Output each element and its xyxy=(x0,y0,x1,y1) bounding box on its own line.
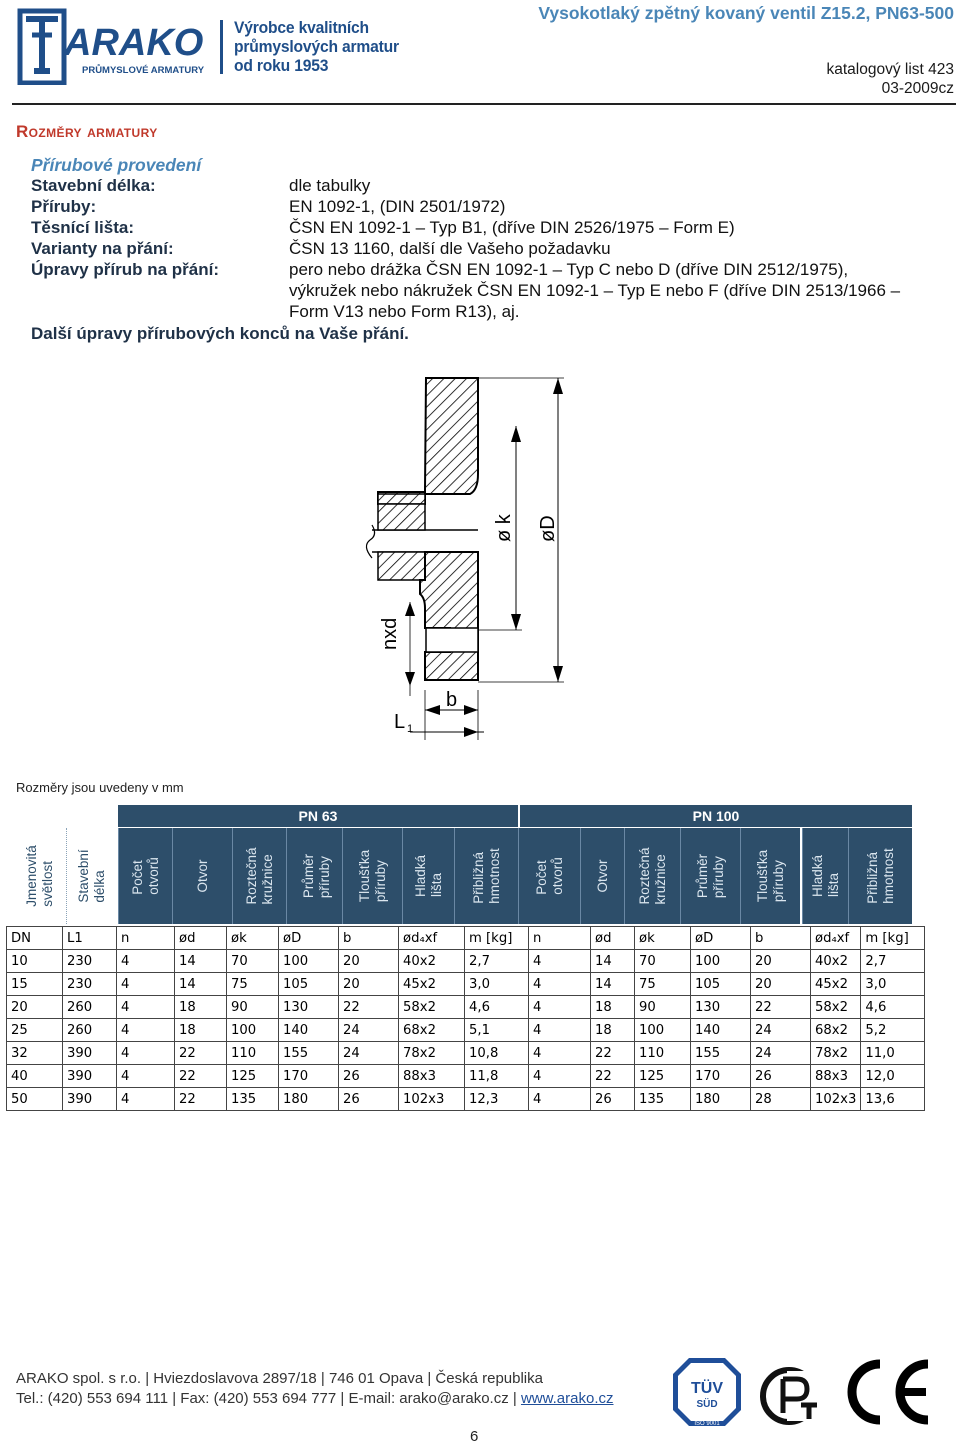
table-cell: 24 xyxy=(339,1019,399,1042)
left-headers xyxy=(14,828,118,924)
table-cell: 24 xyxy=(339,1042,399,1065)
column-header-text: Přibližná hmotnost xyxy=(864,848,896,904)
table-cell: 4 xyxy=(117,1019,175,1042)
table-cell: 2,7 xyxy=(465,950,529,973)
spec-label-flanges: Příruby: xyxy=(31,197,97,216)
table-cell: 11,0 xyxy=(861,1042,925,1065)
table-cell: 75 xyxy=(635,973,691,996)
table-cell: øD xyxy=(279,927,339,950)
table-cell: 4 xyxy=(117,950,175,973)
column-header-pn63-4 xyxy=(342,828,402,924)
table-cell: 40x2 xyxy=(399,950,465,973)
dimensions-table xyxy=(6,926,925,1111)
column-header-pn100-1 xyxy=(580,828,624,924)
table-cell: 18 xyxy=(175,1019,227,1042)
column-header-pn100-6 xyxy=(848,828,912,924)
spec-label-sealing: Těsnící lišta: xyxy=(31,218,134,237)
column-header-text: Přibližná hmotnost xyxy=(470,848,502,904)
tuv-certification-logo xyxy=(671,1356,743,1428)
column-header-text: Hladká lišta xyxy=(809,854,841,898)
table-cell: 70 xyxy=(635,950,691,973)
dim-label-L1: L xyxy=(394,711,406,733)
footer-contacts xyxy=(16,1390,614,1407)
table-cell: 390 xyxy=(63,1042,117,1065)
table-cell: 28 xyxy=(751,1088,811,1111)
column-header-pn100-5 xyxy=(802,828,848,924)
column-header-text: Otvor xyxy=(194,859,210,893)
table-cell: 4 xyxy=(529,1042,591,1065)
table-cell: m [kg] xyxy=(465,927,529,950)
table-cell: 4 xyxy=(117,1042,175,1065)
tuv-iso: ISO 9001 xyxy=(694,1421,720,1427)
pct-certification-logo xyxy=(757,1365,825,1427)
company-tagline xyxy=(220,18,420,78)
table-row xyxy=(7,973,925,996)
symbol-row xyxy=(7,927,925,950)
spec-value-sealing: ČSN EN 1092-1 – Typ B1, (dříve DIN 2526/1975 – Form E) xyxy=(289,218,735,237)
table-cell: 18 xyxy=(591,996,635,1019)
table-cell: 180 xyxy=(691,1088,751,1111)
table-cell: 390 xyxy=(63,1065,117,1088)
table-cell: n xyxy=(117,927,175,950)
table-row xyxy=(7,950,925,973)
table-cell: 4,6 xyxy=(465,996,529,1019)
table-cell: 78x2 xyxy=(399,1042,465,1065)
table-cell: 32 xyxy=(7,1042,63,1065)
spec-value-modifications-cont-1: výkružek nebo nákružek ČSN EN 1092-1 – Typ E nebo F (dříve DIN 2513/1966 – xyxy=(289,281,901,300)
table-cell: 26 xyxy=(339,1088,399,1111)
table-cell: 14 xyxy=(591,973,635,996)
table-cell: 3,0 xyxy=(861,973,925,996)
table-cell: 100 xyxy=(691,950,751,973)
table-cell: 230 xyxy=(63,973,117,996)
table-cell: 22 xyxy=(591,1065,635,1088)
table-cell: øD xyxy=(691,927,751,950)
table-cell: 110 xyxy=(227,1042,279,1065)
table-cell: ød xyxy=(175,927,227,950)
section-title: Rozměry armatury xyxy=(16,122,158,141)
table-cell: L1 xyxy=(63,927,117,950)
table-cell: 18 xyxy=(175,996,227,1019)
table-cell: 2,7 xyxy=(861,950,925,973)
table-cell: 58x2 xyxy=(811,996,861,1019)
table-cell: 25 xyxy=(7,1019,63,1042)
table-cell: 15 xyxy=(7,973,63,996)
spec-value-variants: ČSN 13 1160, další dle Vašeho požadavku xyxy=(289,239,611,258)
column-header-text: Průměr příruby xyxy=(300,853,332,899)
table-row xyxy=(7,1019,925,1042)
table-cell: 100 xyxy=(635,1019,691,1042)
table-cell: 4 xyxy=(529,1065,591,1088)
group-header-pn100: PN 100 xyxy=(520,805,912,827)
table-cell: 105 xyxy=(279,973,339,996)
header-face-length-line-1: Stavební xyxy=(76,849,91,903)
table-cell: 10 xyxy=(7,950,63,973)
table-cell: 260 xyxy=(63,1019,117,1042)
dim-label-D: øD xyxy=(537,515,559,542)
table-cell: 4 xyxy=(117,996,175,1019)
table-cell: 4,6 xyxy=(861,996,925,1019)
table-cell: 135 xyxy=(227,1088,279,1111)
column-header-pn100-4 xyxy=(740,828,800,924)
spec-label-length: Stavební délka: xyxy=(31,176,156,195)
header-face-length-line-2: délka xyxy=(92,870,107,903)
table-cell: 14 xyxy=(175,973,227,996)
table-cell: 20 xyxy=(339,973,399,996)
table-cell: 20 xyxy=(751,973,811,996)
table-cell: 102x3 xyxy=(399,1088,465,1111)
table-cell: 14 xyxy=(175,950,227,973)
spec-note: Další úpravy přírubových konců na Vaše přání. xyxy=(31,324,409,343)
table-cell: ød₄xf xyxy=(811,927,861,950)
spec-label-modifications: Úpravy přírub na přání: xyxy=(31,260,219,279)
flange-drawing xyxy=(350,370,590,750)
table-cell: 4 xyxy=(529,996,591,1019)
spec-label-variants: Varianty na přání: xyxy=(31,239,174,258)
table-cell: 4 xyxy=(529,1088,591,1111)
header-divider xyxy=(12,103,956,105)
table-cell: 155 xyxy=(691,1042,751,1065)
table-cell: 180 xyxy=(279,1088,339,1111)
logo-wordmark: ARAKO xyxy=(64,22,204,64)
table-cell: 22 xyxy=(175,1042,227,1065)
footer-address: ARAKO spol. s r.o. | Hviezdoslavova 2897/18 | 746 01 Opava | Česká republika xyxy=(16,1370,543,1387)
table-cell: 24 xyxy=(751,1042,811,1065)
table-cell: 58x2 xyxy=(399,996,465,1019)
table-cell: øk xyxy=(227,927,279,950)
table-cell: 125 xyxy=(227,1065,279,1088)
header-face-length xyxy=(66,828,118,924)
header-face-length-text xyxy=(76,849,108,902)
table-cell: 20 xyxy=(339,950,399,973)
dim-label-k: ø k xyxy=(493,514,515,542)
spec-value-modifications: pero nebo drážka ČSN EN 1092-1 – Typ C nebo D (dříve DIN 2512/1975), xyxy=(289,260,849,279)
column-header-pn100-2 xyxy=(624,828,680,924)
column-header-pn63-5 xyxy=(402,828,454,924)
table-cell: 26 xyxy=(751,1065,811,1088)
table-cell: 68x2 xyxy=(399,1019,465,1042)
table-cell: 260 xyxy=(63,996,117,1019)
table-cell: 20 xyxy=(7,996,63,1019)
spec-value-flanges: EN 1092-1, (DIN 2501/1972) xyxy=(289,197,506,216)
column-header-text: Roztečná kružnice xyxy=(636,847,668,905)
table-cell: 22 xyxy=(175,1088,227,1111)
column-header-text: Otvor xyxy=(594,859,610,893)
header-nominal-size-text xyxy=(24,845,56,907)
table-cell: b xyxy=(339,927,399,950)
table-cell: ød₄xf xyxy=(399,927,465,950)
column-header-pn100-3 xyxy=(680,828,740,924)
table-cell: 26 xyxy=(591,1088,635,1111)
section-subtitle: Přírubové provedení xyxy=(31,155,202,175)
table-cell: b xyxy=(751,927,811,950)
table-cell: 102x3 xyxy=(811,1088,861,1111)
table-cell: 14 xyxy=(591,950,635,973)
table-cell: 4 xyxy=(529,1019,591,1042)
table-cell: 75 xyxy=(227,973,279,996)
column-header-pn63-0 xyxy=(118,828,172,924)
column-header-text: Tloušťka příruby xyxy=(754,849,786,903)
table-cell: 26 xyxy=(339,1065,399,1088)
table-cell: 12,3 xyxy=(465,1088,529,1111)
column-header-pn63-2 xyxy=(232,828,286,924)
column-header-text: Počet otvorů xyxy=(129,857,161,895)
column-header-pn63-1 xyxy=(172,828,232,924)
table-cell: DN xyxy=(7,927,63,950)
column-header-text: Tloušťka příruby xyxy=(356,849,388,903)
table-cell: 78x2 xyxy=(811,1042,861,1065)
document-title: Vysokotlaký zpětný kovaný ventil Z15.2, PN63-500 xyxy=(538,3,954,23)
table-row xyxy=(7,996,925,1019)
table-row xyxy=(7,1042,925,1065)
column-header-pn63-3 xyxy=(286,828,346,924)
table-cell: 130 xyxy=(279,996,339,1019)
header-nominal-size xyxy=(14,828,66,924)
logo-subtext: PRŮMYSLOVÉ ARMATURY xyxy=(82,65,205,76)
table-cell: 230 xyxy=(63,950,117,973)
column-header-text: Průměr příruby xyxy=(694,853,726,899)
table-cell: 11,8 xyxy=(465,1065,529,1088)
table-cell: 390 xyxy=(63,1088,117,1111)
table-row xyxy=(7,1065,925,1088)
table-cell: 3,0 xyxy=(465,973,529,996)
dim-label-b: b xyxy=(446,689,458,711)
table-cell: 4 xyxy=(529,950,591,973)
table-cell: 5,2 xyxy=(861,1019,925,1042)
catalog-date: 03-2009cz xyxy=(881,80,954,97)
table-cell: 70 xyxy=(227,950,279,973)
tagline-line-1: Výrobce kvalitních xyxy=(234,18,369,37)
tuv-text: TÜV xyxy=(691,1380,723,1397)
catalog-number: katalogový list 423 xyxy=(826,61,954,78)
table-cell: n xyxy=(529,927,591,950)
table-cell: 88x3 xyxy=(399,1065,465,1088)
table-cell: 18 xyxy=(591,1019,635,1042)
table-cell: 170 xyxy=(691,1065,751,1088)
website-link[interactable]: www.arako.cz xyxy=(520,1390,614,1407)
header-nominal-size-line-1: Jmenovitá xyxy=(24,845,39,907)
table-cell: 45x2 xyxy=(811,973,861,996)
footer-contact-text: Tel.: (420) 553 694 111 | Fax: (420) 553 694 777 | E-mail: arako@arako.cz | xyxy=(16,1390,521,1407)
dim-label-L1-sub: 1 xyxy=(407,723,414,735)
column-header-text: Počet otvorů xyxy=(533,857,565,895)
table-row xyxy=(7,1088,925,1111)
table-cell: 130 xyxy=(691,996,751,1019)
table-cell: 22 xyxy=(591,1042,635,1065)
spec-value-length: dle tabulky xyxy=(289,176,371,195)
table-cell: 5,1 xyxy=(465,1019,529,1042)
tagline-line-3: od roku 1953 xyxy=(234,56,329,75)
table-cell: 140 xyxy=(691,1019,751,1042)
table-cell: 4 xyxy=(117,973,175,996)
table-cell: 13,6 xyxy=(861,1088,925,1111)
table-cell: 50 xyxy=(7,1088,63,1111)
tagline-line-2: průmyslových armatur xyxy=(234,37,399,56)
table-cell: 12,0 xyxy=(861,1065,925,1088)
table-cell: 22 xyxy=(339,996,399,1019)
dim-label-nxd: nxd xyxy=(379,617,401,650)
table-cell: 90 xyxy=(635,996,691,1019)
table-cell: 135 xyxy=(635,1088,691,1111)
arako-logo xyxy=(16,5,212,85)
column-header-pn63-6 xyxy=(454,828,518,924)
table-cell: ød xyxy=(591,927,635,950)
table-cell: 20 xyxy=(751,950,811,973)
table-cell: 110 xyxy=(635,1042,691,1065)
table-cell: 4 xyxy=(529,973,591,996)
table-cell: 100 xyxy=(227,1019,279,1042)
spec-value-modifications-cont-2: Form V13 nebo Form R13), aj. xyxy=(289,302,520,321)
column-header-text: Hladká lišta xyxy=(412,854,444,898)
page-number: 6 xyxy=(470,1428,479,1445)
column-header-pn100-0 xyxy=(518,828,580,924)
table-cell: 10,8 xyxy=(465,1042,529,1065)
table-cell: øk xyxy=(635,927,691,950)
table-cell: 22 xyxy=(751,996,811,1019)
table-cell: 40 xyxy=(7,1065,63,1088)
table-cell: 140 xyxy=(279,1019,339,1042)
table-cell: m [kg] xyxy=(861,927,925,950)
table-cell: 22 xyxy=(175,1065,227,1088)
table-cell: 24 xyxy=(751,1019,811,1042)
table-cell: 105 xyxy=(691,973,751,996)
table-cell: 4 xyxy=(117,1065,175,1088)
column-header-text: Roztečná kružnice xyxy=(243,847,275,905)
table-cell: 68x2 xyxy=(811,1019,861,1042)
table-cell: 100 xyxy=(279,950,339,973)
table-cell: 4 xyxy=(117,1088,175,1111)
tuv-sub: SÜD xyxy=(696,1399,718,1410)
table-cell: 155 xyxy=(279,1042,339,1065)
table-cell: 125 xyxy=(635,1065,691,1088)
table-cell: 90 xyxy=(227,996,279,1019)
group-header-pn63: PN 63 xyxy=(118,805,518,827)
units-note: Rozměry jsou uvedeny v mm xyxy=(16,780,184,795)
table-cell: 45x2 xyxy=(399,973,465,996)
table-cell: 88x3 xyxy=(811,1065,861,1088)
ce-mark xyxy=(838,1356,934,1428)
table-cell: 40x2 xyxy=(811,950,861,973)
header-nominal-size-line-2: světlost xyxy=(40,860,55,907)
table-cell: 170 xyxy=(279,1065,339,1088)
